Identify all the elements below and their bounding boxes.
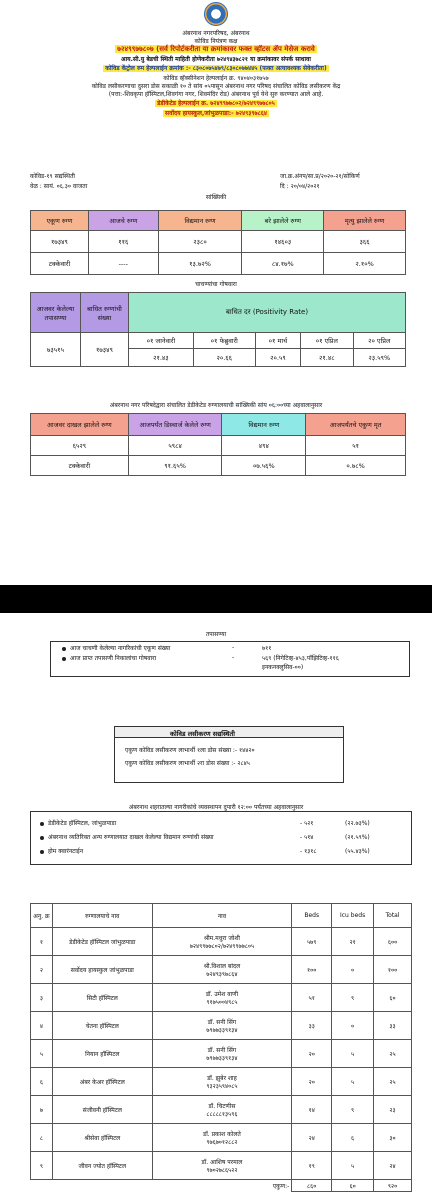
dedicated-caption: अंबरनाथ नगर परिषदेद्वारा संचालित डेडीकेटेड रुग्णालयाची सांख्यिकी सांय ०६:००च्या अहवालानुसार — [109, 402, 323, 409]
contact-phone: ९७६७०१२८८२ — [206, 1138, 238, 1146]
hospitals-table — [30, 903, 412, 1192]
cell-infected: १७३४९ — [81, 333, 129, 367]
table-row — [31, 1096, 412, 1124]
contact-name: डॉ. प्रकाश कोलते — [203, 1130, 241, 1138]
cell-tests: ७३५१५ — [31, 333, 81, 367]
total-label: एकुण:- — [31, 1180, 292, 1192]
header-beds: Beds — [292, 904, 332, 928]
vaccination-helpline: कोविड व्हॅक्सीनेशन हेल्पलाईन क्र. ९४०४०३१७५७ — [163, 75, 269, 82]
report-page-1 — [0, 0, 432, 585]
contact-cell — [152, 1096, 292, 1124]
tests-inconclusive: इनकनक्लुसिव-००) — [262, 664, 304, 671]
hospital-name-cell: अंबर केअर हॉस्पिटल — [52, 1068, 152, 1096]
vaccination-second-dose: एकुण कोविड लसीकरण लाभार्थी २रा डोस संख्या :- २८४५ — [125, 760, 250, 767]
report-time: वेळ : सायं. ०६.३० वाजता — [30, 183, 88, 190]
table-row — [31, 928, 412, 956]
bullet-icon — [40, 850, 44, 854]
hospital-name-cell: जीवन ज्योत हॉस्पिटल — [52, 1152, 152, 1180]
hospital-name-cell: सर्वोदय हायस्कुल जांभुळपाडा — [52, 956, 152, 984]
status-dedicated-value: - ५२१ — [300, 820, 314, 827]
status-other-label: अंबरनाथ व्यतिरिक्त अन्य रुग्णालयात दाखल केलेल्या विद्यमान रुग्णांची संख्या — [48, 834, 214, 841]
contact-name: श्री.विशाल बांदल — [203, 962, 241, 970]
serial-cell: २ — [31, 956, 53, 984]
header-hospital: रुग्णालयाचे नाव — [52, 904, 152, 928]
date-mar: ०१ मार्च — [255, 333, 300, 349]
contact-name: श्रीम.मधुरा जोशी — [203, 934, 240, 942]
hospitals-body — [31, 928, 412, 1180]
beds-cell: १९ — [292, 1152, 332, 1180]
total-cell: ३० — [374, 1124, 412, 1152]
vaccination-first-dose: एकुण कोविड लसीकरण लाभार्थी १ला डोस संख्या :- १४४२० — [125, 747, 255, 754]
total-cell: २५ — [374, 1040, 412, 1068]
cell-total: १७३४९ — [31, 231, 89, 253]
statistics-heading: सांख्यिकी — [205, 194, 227, 201]
status-dedicated-label: डेडीकेटेड हॉस्पिटल, जांभुळपाडा — [48, 820, 117, 827]
contact-name: डॉ. झुबेर शाह — [207, 1074, 237, 1082]
second-dose-address: (पत्ता:-शिवकृपा हॉस्पिटल,शिवगंगा नगर, शिवमंदिर रोड) अंबरनाथ पूर्व येथे सुरु करण्यात आले आहे. — [108, 91, 324, 98]
header-discharged: आजपर्यंत डिस्चार्ज केलेले रुग्ण — [128, 414, 222, 436]
serial-cell: १ — [31, 928, 53, 956]
control-room-helpline: कोविड केंट्रोल रुम हेल्पलाईन क्रमांक :- ८३०८०७५४७९/८३०८०७७४४५ (फक्त अत्यावश्यक सेवेकरीता) — [105, 65, 327, 72]
page-divider — [0, 585, 432, 613]
bullet-icon — [40, 836, 44, 840]
report-date: दि : २०/०४/२०२१ — [280, 183, 320, 190]
status-other-value: - ५१४ — [300, 834, 314, 841]
icu-cell: ९ — [332, 1096, 374, 1124]
beds-cell: २४ — [292, 1124, 332, 1152]
contact-cell — [152, 1012, 292, 1040]
report-page-2 — [0, 613, 432, 1200]
icu-cell: ० — [332, 1012, 374, 1040]
header-total: एकूण रुग्ण — [31, 211, 89, 231]
cell-recovered: १४६०३ — [242, 231, 324, 253]
header-active: विद्यमान रुग्ण — [158, 211, 242, 231]
tests-results-label: आज प्राप्त तपासणी निकालांचा गोषवारा — [70, 655, 157, 662]
dedicated-helpline-wrap — [0, 99, 432, 107]
beds-cell: ५७९ — [292, 928, 332, 956]
contact-cell — [152, 1124, 292, 1152]
header-recovered: बरे झालेले रुग्ण — [242, 211, 324, 231]
icu-cell: ० — [332, 956, 374, 984]
tests-today-sep: - — [232, 644, 235, 651]
serial-cell: ९ — [31, 1152, 53, 1180]
vaccination-title: कोविड लसीकरण सद्यस्थिती — [170, 730, 235, 738]
reference-number: जा.क्र.अंनप/सा.प्र/२०२०-२१/सोकिर्ण — [280, 173, 360, 180]
hospital-name-cell: चेतना हॉस्पिटल — [52, 1012, 152, 1040]
dedicated-helpline: डेडीकेटेड हेल्पलाईन क्र. ७२४९९७७८०२/७२४९९७७८०५ — [157, 100, 275, 107]
contact-name: डॉ. आशिष परमाल — [201, 1158, 243, 1166]
positivity-table — [30, 292, 406, 367]
hospital-name-cell: डेडीकेटेड हॉस्पिटल जांभुळपाडा — [52, 928, 152, 956]
cell-active: २३८० — [158, 231, 242, 253]
header-deaths: मृत्यु झालेले रुग्ण — [324, 211, 406, 231]
tests-today-label: आज चाचणी केलेल्या नागरिकांची एकूण संख्या — [70, 645, 171, 652]
header-today: आजचे रुग्ण — [88, 211, 158, 231]
table-row — [31, 984, 412, 1012]
beds-cell: १०० — [292, 956, 332, 984]
rate-apr20: २३.५९% — [353, 349, 405, 367]
hospital-name-cell: सिटी हॉस्पिटल — [52, 984, 152, 1012]
tests-results-sep: - — [232, 654, 235, 661]
whatsapp-line: ७२४९९७७८०७ (सर्व रिपोर्टकरीता या क्रमांकावर फक्त व्हॉटस ॲप मेसेज करावे — [117, 45, 315, 53]
rate-mar: २०.५९ — [255, 349, 300, 367]
icu-cell: ९ — [332, 984, 374, 1012]
contact-phone: ९७०२७८६५२२ — [206, 1166, 238, 1174]
hospital-name-cell: संजीवनी हॉस्पिटल — [52, 1096, 152, 1124]
serial-cell: ५ — [31, 1040, 53, 1068]
school-helpline: सर्वोदय हायस्कुल,जांभुळपाडा:- ७२४९३९७८६४ — [165, 110, 267, 117]
tests-summary-heading: चाचण्यांचा गोषवारा — [195, 281, 237, 288]
serial-cell: ७ — [31, 1096, 53, 1124]
contact-phone: ७९७७३३९१३४ — [206, 1026, 238, 1034]
table-row — [31, 956, 412, 984]
header-icu-beds: Icu beds — [332, 904, 374, 928]
tests-row-2 — [62, 654, 156, 662]
bullet-icon — [62, 657, 66, 661]
hospital-name-cell: श्रीसेवा हॉस्पिटल — [52, 1124, 152, 1152]
total-cell: २५ — [374, 1068, 412, 1096]
total-all: ९२० — [374, 1180, 412, 1192]
bullet-icon — [62, 647, 66, 651]
status-row-3 — [40, 847, 83, 855]
icu-cell: ५ — [332, 1152, 374, 1180]
status-title: कोविड-१९ सद्यस्थिती — [30, 173, 75, 180]
tests-row-1 — [62, 644, 170, 652]
header-current: विद्यमान रुग्ण — [222, 414, 306, 436]
total-cell: ३३ — [374, 1012, 412, 1040]
contact-phone: ७९७७३३९१३४ — [206, 1054, 238, 1062]
beds-cell: २० — [292, 1040, 332, 1068]
cell-pct-label: टक्केवारी — [31, 253, 89, 275]
total-cell: ६० — [374, 984, 412, 1012]
header-serial: अनु. क्र — [31, 904, 53, 928]
total-cell: २३ — [374, 1096, 412, 1124]
status-other-pct: (२१.५९%) — [345, 834, 370, 841]
date-jan: ०१ जानेवारी — [129, 333, 194, 349]
rate-apr1: २१.४८ — [301, 349, 353, 367]
cell-discharged: ५९८४ — [128, 436, 222, 456]
contact-cell — [152, 1152, 292, 1180]
hospital-name-cell: नियान हॉस्पिटल — [52, 1040, 152, 1068]
cell-pct-recovered: ८४.१७% — [242, 253, 324, 275]
status-dedicated-pct: (२२.७३%) — [345, 820, 370, 827]
cell-deaths-pct: ०.७८% — [306, 456, 406, 476]
second-dose-notice: कोविड लसीकरणाचा दुसरा डोस सकाळी १० ते सांय ०५पासून अंबरनाथ नगर परिषद संचालित कोविड लसीकरण केंद्र — [91, 83, 341, 90]
date-apr20: २० एप्रिल — [353, 333, 405, 349]
cell-today: ११६ — [88, 231, 158, 253]
icu-cell: ५ — [332, 1040, 374, 1068]
helpline-line-wrap — [0, 64, 432, 72]
cell-current-pct: ०७.५६% — [222, 456, 306, 476]
contact-name: डॉ. सनी सिंग — [207, 1046, 237, 1054]
bullet-icon — [40, 822, 44, 826]
cell-pct-deaths: २.१०% — [324, 253, 406, 275]
rate-jan: २१.४३ — [129, 349, 194, 367]
council-name: अंबरनाथ नगरपरिषद, अंबरनाथ — [182, 30, 250, 37]
dedicated-hospital-table — [30, 413, 406, 476]
status-home-value: - १३१८ — [300, 848, 317, 855]
contact-name: डॉ. उमेश वाणी — [205, 990, 239, 998]
table-row — [31, 1124, 412, 1152]
tests-results-value: ५६९ (निगेटिव्ह-४५३,पॉझिटिव्ह-११६ — [262, 655, 339, 662]
total-cell: ६०० — [374, 928, 412, 956]
contact-cell — [152, 984, 292, 1012]
contact-phone: ७२४९३९७८६४ — [206, 970, 238, 978]
header-tests: आजवर केलेल्या तपासण्या — [31, 293, 81, 333]
serial-cell: ८ — [31, 1124, 53, 1152]
tests-heading: तपासण्या — [205, 631, 227, 638]
contact-phone: ७२४९९७७८०२/७२४९९७७८०५ — [189, 942, 255, 950]
cell-deaths: ३६६ — [324, 231, 406, 253]
contact-cell — [152, 1068, 292, 1096]
table-row — [31, 1152, 412, 1180]
contact-phone: ८८८८८१३५९६ — [206, 1110, 238, 1118]
serial-cell: ३ — [31, 984, 53, 1012]
total-cell: १०० — [374, 956, 412, 984]
table-row — [31, 1012, 412, 1040]
cell-current: ४९४ — [222, 436, 306, 456]
icu-cell: ५ — [332, 1068, 374, 1096]
contact-cell — [152, 1040, 292, 1068]
header-admitted: आजवर दाखल झालेले रुग्ण — [31, 414, 129, 436]
total-icu: ६० — [332, 1180, 374, 1192]
beds-cell: ५१ — [292, 984, 332, 1012]
control-room-name: कोविड नियंत्रण कक्ष — [194, 38, 238, 45]
header-infected: बाधित रुग्णांची संख्या — [81, 293, 129, 333]
whatsapp-line-wrap — [0, 45, 432, 54]
status-home-pct: (५५.४३%) — [345, 848, 370, 855]
date-apr1: ०१ एप्रिल — [301, 333, 353, 349]
cell-discharged-pct: ९१.६५% — [128, 456, 222, 476]
serial-cell: ४ — [31, 1012, 53, 1040]
status-home-label: होम क्वारंनटाईन — [48, 848, 84, 855]
municipal-logo-icon — [204, 2, 228, 26]
beds-cell: २० — [292, 1068, 332, 1096]
total-cell: २४ — [374, 1152, 412, 1180]
cell-total-deaths: ५१ — [306, 436, 406, 456]
contact-name: डॉ. चिटणीस — [208, 1102, 236, 1110]
icu-info-line: आय.सी.यु बेडची स्थिती माहिती होणेकरीता ७२४९४३७८२१ या क्रमांकावर संपर्क साधावा — [121, 56, 311, 63]
header-contact: नाव — [152, 904, 292, 928]
contact-cell — [152, 956, 292, 984]
cell-pct-today: ---- — [88, 253, 158, 275]
table-row — [31, 1040, 412, 1068]
cell-dedicated-pct-label: टक्केवारी — [31, 456, 129, 476]
status-row-2 — [40, 833, 214, 841]
contact-phone: ९३२३५९४०८५ — [206, 1082, 238, 1090]
total-beds: ८६० — [292, 1180, 332, 1192]
summary-table — [30, 210, 406, 275]
header-positivity-rate: बाधित दर (Positivity Rate) — [129, 293, 406, 333]
tests-today-value: ७११ — [262, 645, 272, 652]
header-total-beds: Total — [374, 904, 412, 928]
status-caption: अंबरनाथ शहरातल्या नागरीकांचे व्यवस्थापन दुपारी १२:०० पर्यंतच्या अहवालानुसार — [128, 804, 304, 811]
contact-phone: ९१७५००४९८५ — [206, 998, 238, 1006]
contact-name: डॉ. सनी सिंग — [207, 1018, 237, 1026]
rate-feb: २०.६६ — [193, 349, 255, 367]
date-feb: ०१ फेब्रुवारी — [193, 333, 255, 349]
cell-pct-active: १३.७२% — [158, 253, 242, 275]
cell-admitted: ६५२९ — [31, 436, 129, 456]
icu-cell: ६ — [332, 1124, 374, 1152]
icu-cell: २१ — [332, 928, 374, 956]
beds-cell: १४ — [292, 1096, 332, 1124]
header-total-deaths: आजपर्यंतचे एकुण मृत — [306, 414, 406, 436]
beds-cell: ३३ — [292, 1012, 332, 1040]
contact-cell — [152, 928, 292, 956]
table-row — [31, 1068, 412, 1096]
serial-cell: ६ — [31, 1068, 53, 1096]
school-helpline-wrap — [0, 109, 432, 117]
status-row-1 — [40, 819, 116, 827]
